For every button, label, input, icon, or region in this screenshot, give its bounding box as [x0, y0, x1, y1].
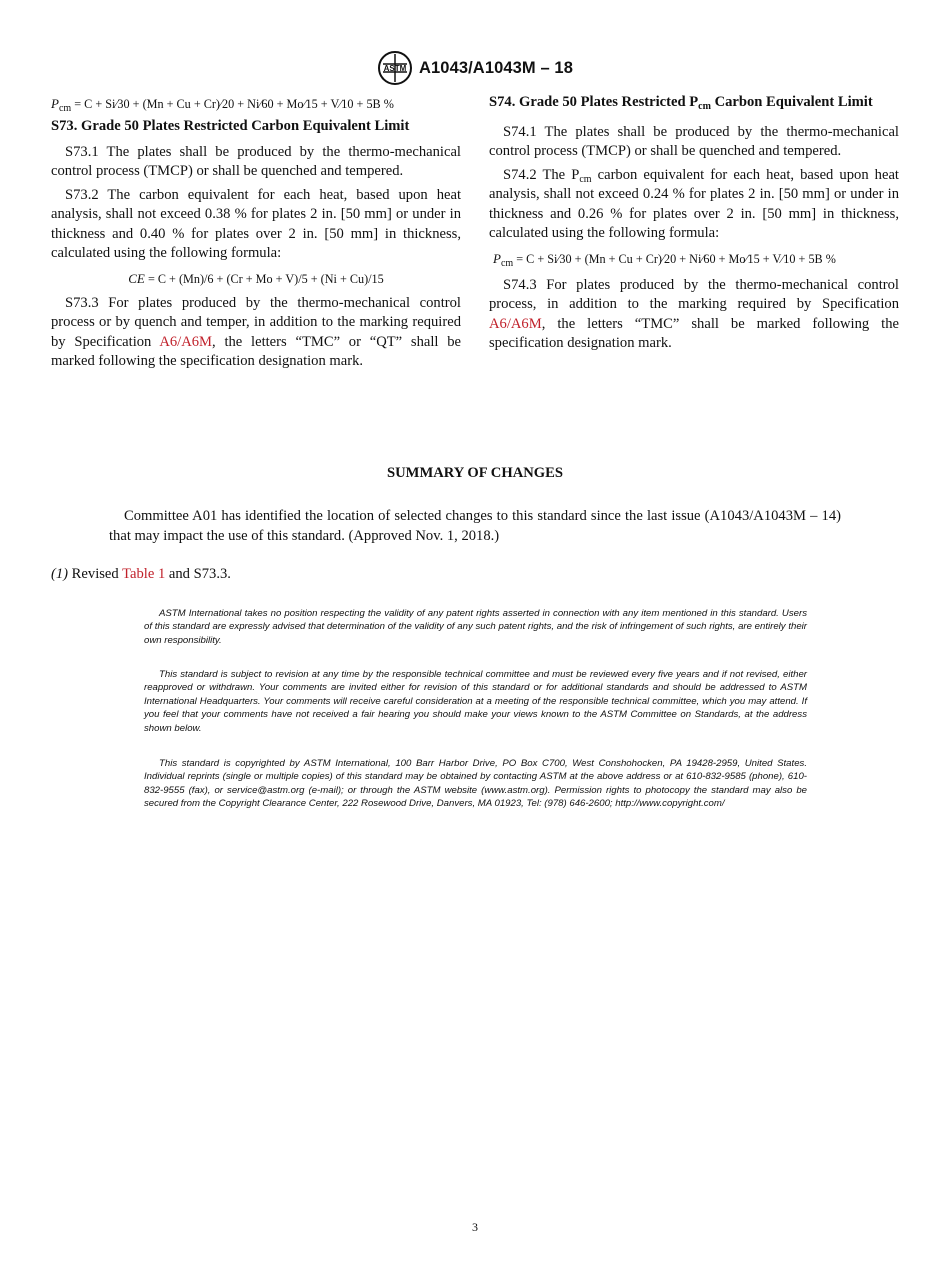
- a6-a6m-link[interactable]: A6/A6M: [159, 333, 213, 350]
- revision-notice: This standard is subject to revision at any time by the responsible technical committee and must be reviewed every five years and if not revised, either reapproved or withdrawn. Your comments are invited either for revision of this standard or for additional standards and should be addressed to ASTM International Headquarters. Your comments will receive careful consideration at a meeting of the responsible technical committee, which you may attend. If you feel that your comments have not received a fair hearing you should make your views known to the ASTM Committee on Standards, at the address shown below.: [144, 669, 807, 734]
- s74-1-paragraph: S74.1 The plates shall be produced by the thermo-mechanical control process (TMCP) or shall be quenched and tempered.: [489, 123, 899, 159]
- logo-text: ASTM: [383, 64, 407, 73]
- patent-notice: ASTM International takes no position respecting the validity of any patent rights asserted in connection with any item mentioned in this standard. Users of this standard are expressly advised that determination of the validity of any such patent rights, and the risk of infringement of such rights, are entirely their own responsibility.: [144, 608, 807, 646]
- page-number: 3: [472, 1220, 478, 1234]
- table-1-link[interactable]: Table 1: [122, 566, 166, 582]
- a6-a6m-link[interactable]: A6/A6M: [489, 315, 542, 332]
- summary-title: SUMMARY OF CHANGES: [387, 465, 563, 481]
- left-column: [51, 93, 461, 376]
- s74-heading: S74. Grade 50 Plates Restricted $P_{cm}$ Carbon Equivalent Limit: [489, 94, 873, 112]
- copyright-notice: This standard is copyrighted by ASTM International, 100 Barr Harbor Drive, PO Box C700, West Conshohocken, PA 19428-2959, United States. Individual reprints (single or multiple copies) of this standard may be obtained by contacting ASTM at the above address or at 610-832-9585 (phone), 610-832-9555 (fax), or service@astm.org (e-mail); or through the ASTM website (www.astm.org). Permission rights to photocopy the standard may also be secured from the Copyright Clearance Center, 222 Rosewood Drive, Danvers, MA 01923, Tel: (978) 646-2600; http://www.copyright.com/: [144, 758, 807, 810]
- standard-designation: A1043/A1043M – 18: [419, 58, 573, 77]
- s73-2-paragraph: S73.2 The carbon equivalent for each heat, based upon heat analysis, shall not exceed 0.38 % for plates 2 in. [50 mm] or under in thickness and 0.40 % for plates over 2 in. [50 mm] in thickness, calculated using the following formula:: [51, 186, 461, 261]
- astm-logo-icon: [377, 50, 413, 86]
- right-column: [489, 93, 899, 358]
- s73-heading: S73. Grade 50 Plates Restricted Carbon Equivalent Limit: [51, 118, 410, 134]
- pcm-formula-right: $P_{cm} = C$ + Si⁄30 + (Mn + Cu + Cr)⁄20 + Ni⁄60 + Mo⁄15 + V⁄10 + 5B %: [493, 250, 836, 269]
- s73-1-paragraph: S73.1 The plates shall be produced by the thermo-mechanical control process (TMCP) or shall be quenched and tempered.: [51, 143, 461, 179]
- page-header: [0, 50, 950, 86]
- pcm-formula-left: $P_{cm} = C$ + Si⁄30 + (Mn + Cu + Cr)⁄20 + Ni⁄60 + Mo⁄15 + V⁄10 + 5B %: [51, 96, 394, 114]
- s73-3-paragraph: S73.3 For plates produced by the thermo-mechanical control process or by quench and temper, in addition to the marking required by Specification A6/A6M, the letters “TMC” or “QT” shall be marked following the specification designation mark.: [51, 294, 462, 369]
- summary-body: Committee A01 has identified the location of selected changes to this standard since the last issue (A1043/A1043M – 14) that may impact the use of this standard. (Approved Nov. 1, 2018.): [109, 508, 841, 544]
- s74-3-paragraph: S74.3 For plates produced by the thermo-mechanical control process, in addition to the marking required by Specification A6/A6M, the letters “TMC” shall be marked following the specification designation mark.: [489, 276, 899, 351]
- s74-2-paragraph: S74.2 The $P_{cm}$ carbon equivalent for each heat, based upon heat analysis, shall not exceed 0.24 % for plates 2 in. [50 mm] or under in thickness and 0.26 % for plates over 2 in. [50 mm] in thickness, calculated using the following formula:: [489, 166, 899, 241]
- ce-formula: CE = C + (Mn)/6 + (Cr + Mo + V)/5 + (Ni + Cu)/15: [128, 270, 384, 286]
- change-item: (1) Revised Table 1 and S73.3.: [51, 566, 231, 582]
